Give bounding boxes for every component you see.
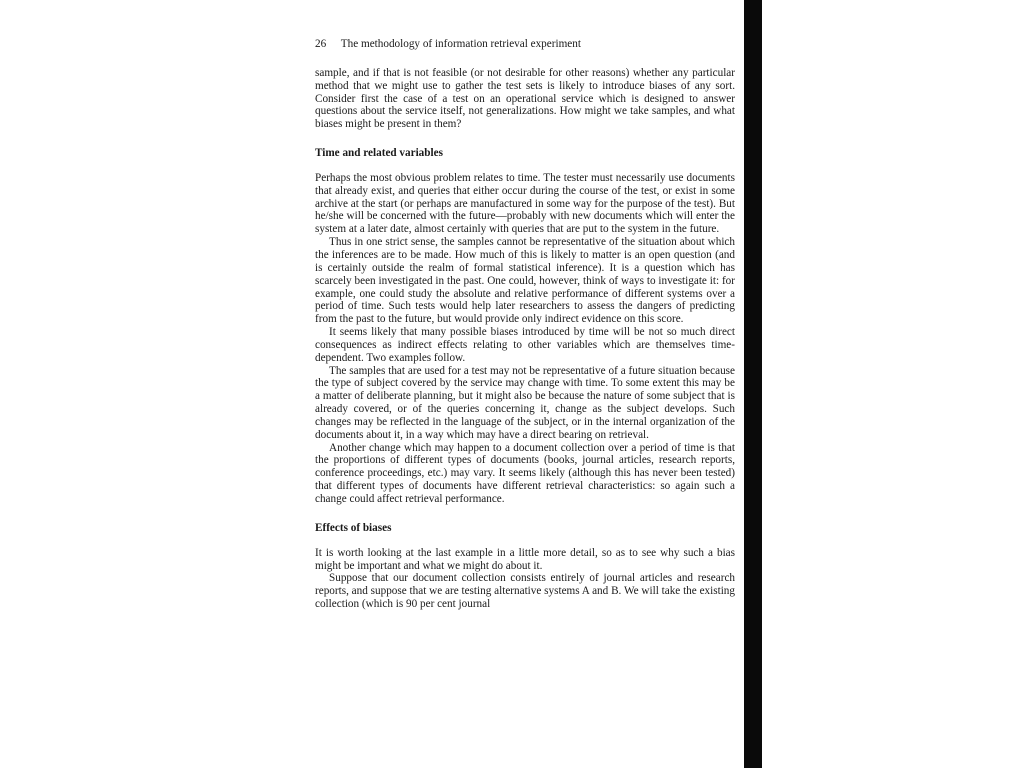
running-title: The methodology of information retrieval experiment xyxy=(340,38,581,50)
section-heading-time: Time and related variables xyxy=(315,147,443,160)
paragraph-intro: sample, and if that is not feasible (or not desirable for other reasons) whether any particular method that we might use to gather the test sets is likely to introduce biases of any sort. Consider first the case of a test on an operational service which is designed to answer questions about the service itself, not generalizations. How might we take samples, and what biases might be present in them? xyxy=(315,66,735,131)
paragraph: Perhaps the most obvious problem relates to time. The tester must necessarily use documents that already exist, and queries that either occur during the course of the test, or exist in some archive at the start (or perhaps are manufactured in some way for the purpose of the test). But he/she will be concerned with the future—probably with new documents which will enter the system at a later date, almost certainly with queries that are put to the system in the future. xyxy=(315,171,735,236)
section-heading-biases: Effects of biases xyxy=(315,521,392,534)
book-page xyxy=(315,38,735,611)
paragraph: The samples that are used for a test may not be representative of a future situation because the type of subject covered by the service may change with time. To some extent this may be a matter of deliberate planning, but it might also be because the nature of some subject that is already covered, or of the queries concerning it, change as the subject develops. Such changes may be reflected in the language of the subject, or in the internal organization of the documents about it, in a way which may have a direct bearing on retrieval. xyxy=(315,364,735,441)
paragraph: It seems likely that many possible biases introduced by time will be not so much direct consequences as indirect effects relating to other variables which are themselves time-dependent. Two examples follow. xyxy=(315,326,735,364)
paragraph: It is worth looking at the last example in a little more detail, so as to see why such a bias might be important and what we might do about it. xyxy=(315,546,735,572)
running-head xyxy=(315,38,735,51)
scan-shadow-edge xyxy=(744,0,762,768)
page-number: 26 xyxy=(315,38,327,50)
paragraph: Thus in one strict sense, the samples cannot be representative of the situation about which the inferences are to be made. How much of this is likely to matter is an open question (and is certainly outside the realm of formal statistical inference). It is a question which has scarcely been investigated in the past. One could, however, think of ways to investigate it: for example, one could study the absolute and relative performance of different systems over a period of time. Such tests would help later researchers to assess the dangers of predicting from the past to the future, but would provide only indirect evidence on this score. xyxy=(315,236,735,326)
paragraph: Another change which may happen to a document collection over a period of time is that the proportions of different types of documents (books, journal articles, research reports, conference proceedings, etc.) may vary. It seems likely (although this has never been tested) that different types of documents have different retrieval characteristics: so again such a change could affect retrieval performance. xyxy=(315,441,735,505)
paragraph: Suppose that our document collection consists entirely of journal articles and research reports, and suppose that we are testing alternative systems A and B. We will take the existing collection (which is 90 per cent journal xyxy=(315,572,735,611)
